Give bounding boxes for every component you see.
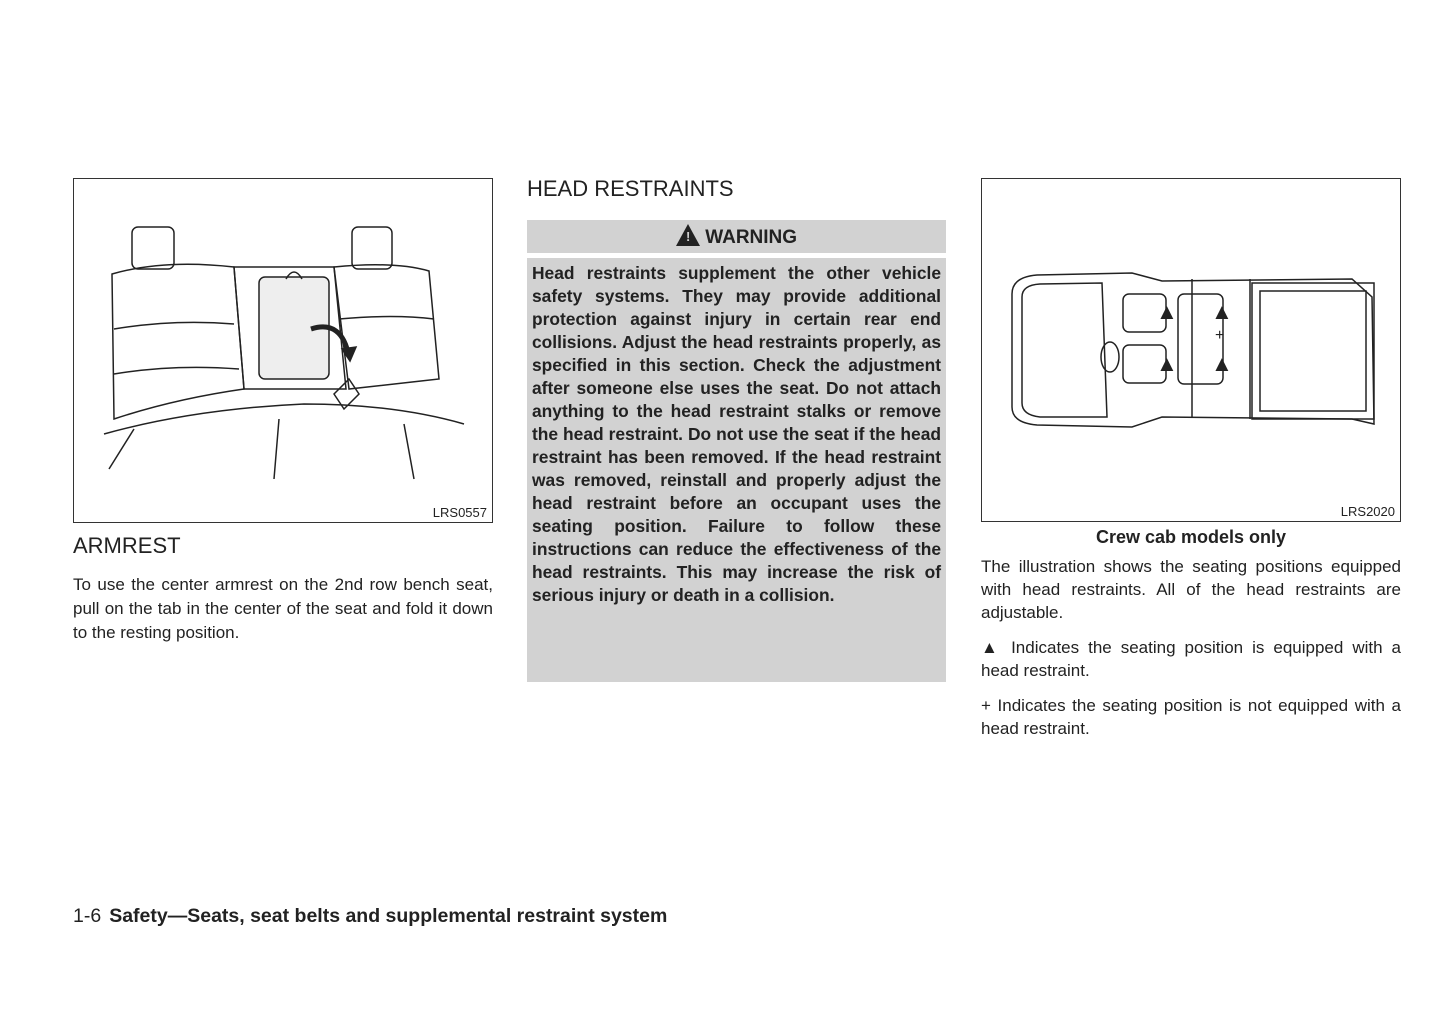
plus-mark: + [1215, 327, 1225, 344]
triangle-legend: ▲ Indicates the seating position is equipped with a head restraint. [981, 638, 1401, 680]
armrest-heading: ARMREST [73, 533, 181, 558]
illustration-paragraph: The illustration shows the seating positions equipped with head restraints. All of the head restraints are adjustable. [981, 557, 1401, 622]
page-footer [73, 905, 667, 928]
plus-legend: + Indicates the seating position is not equipped with a head restraint. [981, 696, 1401, 738]
warning-text: Head restraints supplement the other vehicle safety systems. They may provide additional protection against injury in certain rear end collisions. Adjust the head restraints properly, as specified in this section. Check the adjustment after someone else uses the seat. Do not attach anything to the head restraint stalks or remove the head restraint. Do not use the seat if the head restraint has been removed. If the head restraint was removed, reinstall and properly adjust the head restraint before an occupant uses the seating position. Failure to follow these instructions can reduce the effectiveness of the head restraints. This may increase the risk of serious injury or death in a collision. [527, 258, 946, 682]
figure-id: LRS2020 [1340, 504, 1395, 519]
triangle-mark-1: ▲ [1156, 299, 1178, 324]
armrest-paragraph: To use the center armrest on the 2nd row bench seat, pull on the tab in the center of the seat and fold it down to the resting position. [73, 575, 493, 642]
warning-header [527, 220, 946, 253]
triangle-mark-3: ▲ [1211, 299, 1233, 324]
head-restraints-heading: HEAD RESTRAINTS [527, 176, 734, 201]
crew-cab-seating-diagram [982, 179, 1398, 499]
warning-title: WARNING [705, 227, 798, 248]
armrest-figure [73, 178, 493, 523]
triangle-mark-2: ▲ [1156, 351, 1178, 376]
triangle-mark-4: ▲ [1211, 351, 1233, 376]
rear-seat-armrest-illustration [74, 179, 490, 499]
figure-caption: Crew cab models only [1095, 527, 1287, 547]
section-title: Safety—Seats, seat belts and supplemental restraint system [109, 905, 668, 927]
warning-triangle-icon: ! [676, 224, 700, 246]
crew-cab-figure [981, 178, 1401, 522]
figure-id: LRS0557 [432, 505, 487, 520]
page-number: 1-6 [73, 905, 102, 927]
